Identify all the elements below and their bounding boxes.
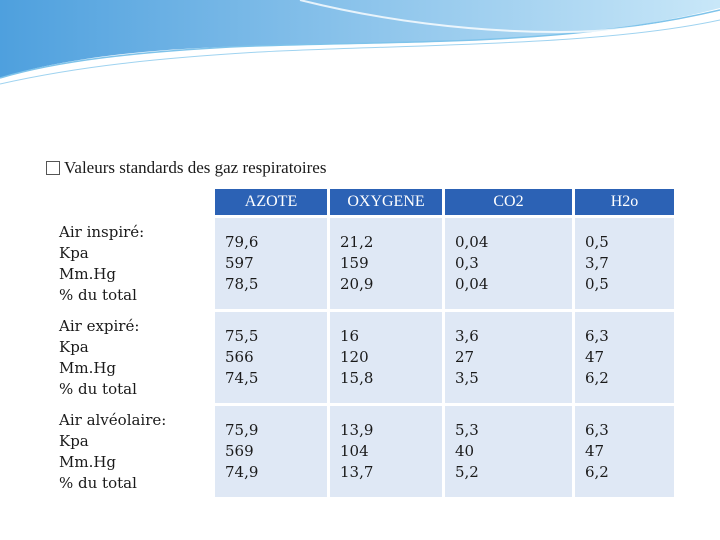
- unit-label: % du total: [59, 473, 137, 492]
- cell-value: 0,04: [455, 233, 489, 251]
- table-row: [55, 406, 674, 497]
- value-cell: [445, 218, 572, 309]
- unit-label: Kpa: [59, 431, 89, 450]
- cell-value: 16: [340, 327, 360, 345]
- unit-label: % du total: [59, 285, 137, 304]
- cell-value: 13,9: [340, 421, 374, 439]
- cell-value: 75,5: [225, 327, 259, 345]
- cell-value: 6,3: [585, 327, 609, 345]
- cell-value: 15,8: [340, 369, 374, 387]
- value-cell: [575, 218, 674, 309]
- table-body: [55, 218, 674, 497]
- cell-value: 27: [455, 348, 475, 366]
- cell-value: 159: [340, 254, 369, 272]
- cell-value: 120: [340, 348, 369, 366]
- unit-label: % du total: [59, 379, 137, 398]
- cell-value: 6,2: [585, 463, 609, 481]
- header-co2: CO2: [445, 189, 572, 215]
- value-cell: [575, 406, 674, 497]
- value-cell: [215, 312, 327, 403]
- value-cell: [215, 406, 327, 497]
- unit-label: Kpa: [59, 337, 89, 356]
- gas-values-table: [52, 186, 677, 500]
- value-cell: [575, 312, 674, 403]
- row-label: Air alvéolaire:: [59, 410, 167, 429]
- row-header: [55, 312, 212, 403]
- row-label: Air inspiré:: [59, 222, 145, 241]
- cell-value: 78,5: [225, 275, 259, 293]
- cell-value: 104: [340, 442, 369, 460]
- value-cell: [445, 312, 572, 403]
- header-azote: AZOTE: [215, 189, 327, 215]
- cell-value: 569: [225, 442, 254, 460]
- value-cell: [330, 218, 442, 309]
- cell-value: 3,5: [455, 369, 479, 387]
- table-row: [55, 312, 674, 403]
- value-cell: [445, 406, 572, 497]
- unit-label: Kpa: [59, 243, 89, 262]
- cell-value: 0,04: [455, 275, 489, 293]
- header-blank: [55, 189, 212, 215]
- cell-value: 3,6: [455, 327, 479, 345]
- unit-label: Mm.Hg: [59, 264, 117, 283]
- cell-value: 566: [225, 348, 254, 366]
- cell-value: 47: [585, 442, 605, 460]
- row-header: [55, 406, 212, 497]
- header-h2o: H2o: [575, 189, 674, 215]
- slide-title-text: Valeurs standards des gaz respiratoires: [64, 158, 327, 177]
- cell-value: 5,2: [455, 463, 479, 481]
- cell-value: 21,2: [340, 233, 374, 251]
- cell-value: 40: [455, 442, 475, 460]
- cell-value: 3,7: [585, 254, 609, 272]
- table-row: [55, 218, 674, 309]
- header-wave-decoration: [0, 0, 720, 90]
- cell-value: 6,2: [585, 369, 609, 387]
- slide-title: [46, 158, 326, 178]
- row-label: Air expiré:: [59, 316, 140, 335]
- cell-value: 20,9: [340, 275, 374, 293]
- cell-value: 13,7: [340, 463, 374, 481]
- cell-value: 5,3: [455, 421, 479, 439]
- bullet-icon: [46, 161, 60, 175]
- header-oxygene: OXYGENE: [330, 189, 442, 215]
- value-cell: [330, 406, 442, 497]
- cell-value: 0,5: [585, 275, 609, 293]
- cell-value: 6,3: [585, 421, 609, 439]
- value-cell: [330, 312, 442, 403]
- unit-label: Mm.Hg: [59, 358, 117, 377]
- unit-label: Mm.Hg: [59, 452, 117, 471]
- table-header-row: [55, 189, 674, 215]
- cell-value: 0,3: [455, 254, 479, 272]
- cell-value: 74,5: [225, 369, 259, 387]
- value-cell: [215, 218, 327, 309]
- cell-value: 0,5: [585, 233, 609, 251]
- cell-value: 47: [585, 348, 605, 366]
- cell-value: 75,9: [225, 421, 259, 439]
- cell-value: 74,9: [225, 463, 259, 481]
- cell-value: 79,6: [225, 233, 259, 251]
- row-header: [55, 218, 212, 309]
- cell-value: 597: [225, 254, 254, 272]
